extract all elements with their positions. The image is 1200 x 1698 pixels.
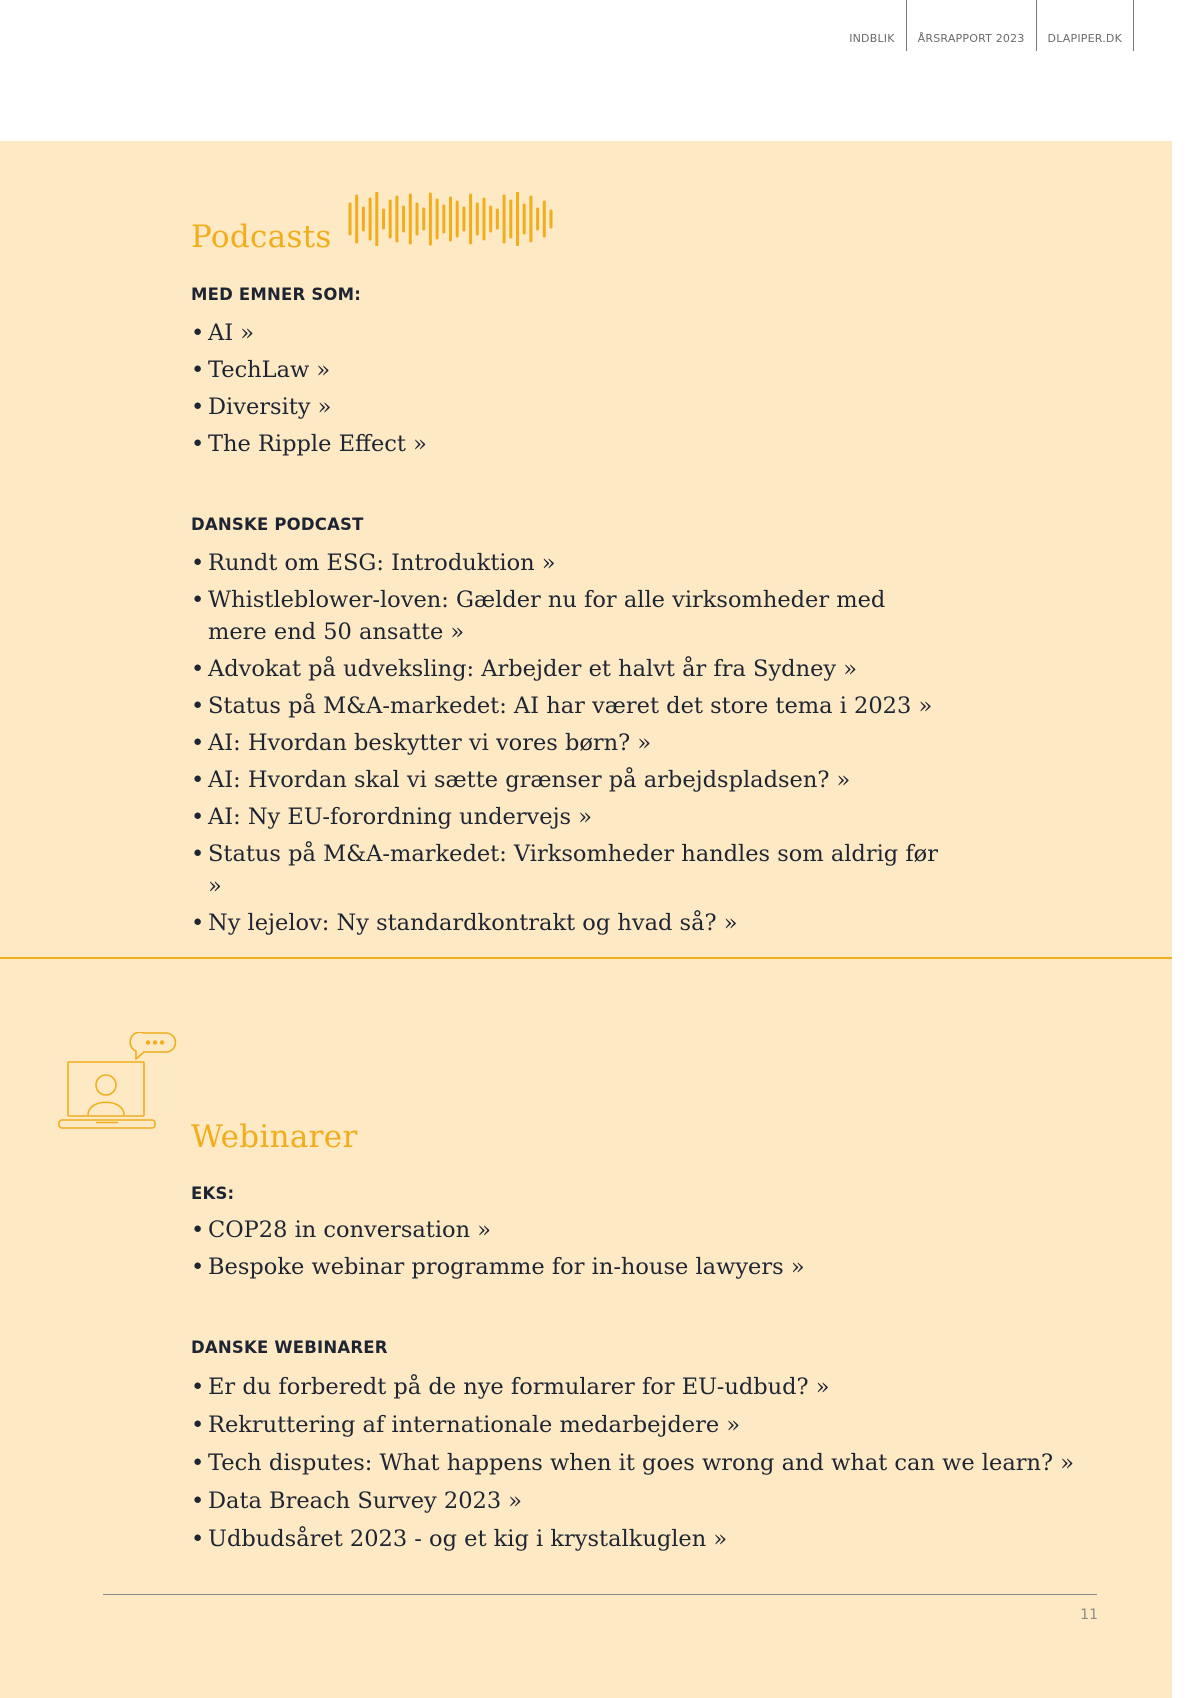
nav-indblik[interactable]: INDBLIK (838, 0, 906, 51)
list-item (191, 690, 951, 722)
nav-dlapiper-dk[interactable]: DLAPIPER.DK (1037, 0, 1134, 51)
webinar-link[interactable]: Bespoke webinar programme for in-house lawyers » (208, 1254, 805, 1280)
list-item (191, 317, 951, 349)
nav-aarsrapport-2023[interactable]: ÅRSRAPPORT 2023 (907, 0, 1037, 51)
webinar-link[interactable]: COP28 in conversation » (208, 1217, 491, 1243)
podcast-link[interactable]: Whistleblower-loven: Gælder nu for alle virksomheder med mere end 50 ansatte » (208, 587, 886, 645)
podcast-topic-link[interactable]: TechLaw » (208, 357, 331, 383)
soundwave-icon (348, 192, 558, 246)
webinars-examples-label: EKS: (191, 1184, 235, 1203)
podcast-link[interactable]: Ny lejelov: Ny standardkontrakt og hvad så? » (208, 910, 738, 936)
list-item (191, 727, 951, 759)
podcast-link[interactable]: AI: Hvordan beskytter vi vores børn? » (208, 730, 652, 756)
podcasts-title: Podcasts (191, 219, 332, 255)
danish-webinars-label: DANSKE WEBINARER (191, 1338, 388, 1357)
list-item (191, 1371, 1091, 1403)
podcast-link[interactable]: AI: Hvordan skal vi sætte grænser på arbejdspladsen? » (208, 767, 851, 793)
webinar-link[interactable]: Udbudsåret 2023 - og et kig i krystalkuglen » (208, 1526, 728, 1552)
webinar-examples-list (191, 1214, 1091, 1288)
laptop-chat-icon (58, 1032, 178, 1134)
podcast-topics-list (191, 317, 951, 465)
danish-podcast-list (191, 547, 951, 944)
list-item (191, 584, 951, 648)
top-nav (838, 0, 1134, 51)
list-item (191, 391, 951, 423)
webinars-title: Webinarer (191, 1119, 358, 1155)
page-number: 11 (1080, 1607, 1098, 1623)
list-item (191, 547, 951, 579)
podcast-topic-link[interactable]: The Ripple Effect » (208, 431, 427, 457)
podcast-topic-link[interactable]: Diversity » (208, 394, 332, 420)
list-item (191, 1523, 1091, 1555)
webinar-link[interactable]: Data Breach Survey 2023 » (208, 1488, 523, 1514)
list-item (191, 1251, 1091, 1283)
list-item (191, 907, 951, 939)
list-item (191, 1447, 1091, 1479)
webinar-link[interactable]: Er du forberedt på de nye formularer for EU-udbud? » (208, 1374, 830, 1400)
footer-rule (103, 1594, 1097, 1595)
podcasts-topics-label: MED EMNER SOM: (191, 285, 362, 304)
webinar-link[interactable]: Rekruttering af internationale medarbejdere » (208, 1412, 741, 1438)
list-item (191, 764, 951, 796)
danish-podcast-label: DANSKE PODCAST (191, 515, 364, 534)
list-item (191, 1409, 1091, 1441)
podcast-link[interactable]: AI: Ny EU-forordning undervejs » (208, 804, 593, 830)
list-item (191, 653, 951, 685)
danish-webinars-list (191, 1371, 1091, 1561)
podcast-topic-link[interactable]: AI » (208, 320, 255, 346)
webinar-link[interactable]: Tech disputes: What happens when it goes wrong and what can we learn? » (208, 1450, 1074, 1476)
podcast-link[interactable]: Status på M&A-markedet: AI har været det store tema i 2023 » (208, 693, 933, 719)
list-item (191, 1214, 1091, 1246)
podcast-link[interactable]: Status på M&A-markedet: Virksomheder handles som aldrig før » (208, 841, 938, 899)
list-item (191, 428, 951, 460)
list-item (191, 1485, 1091, 1517)
list-item (191, 801, 951, 833)
list-item (191, 838, 951, 902)
list-item (191, 354, 951, 386)
podcast-link[interactable]: Advokat på udveksling: Arbejder et halvt år fra Sydney » (208, 656, 858, 682)
podcast-link[interactable]: Rundt om ESG: Introduktion » (208, 550, 556, 576)
